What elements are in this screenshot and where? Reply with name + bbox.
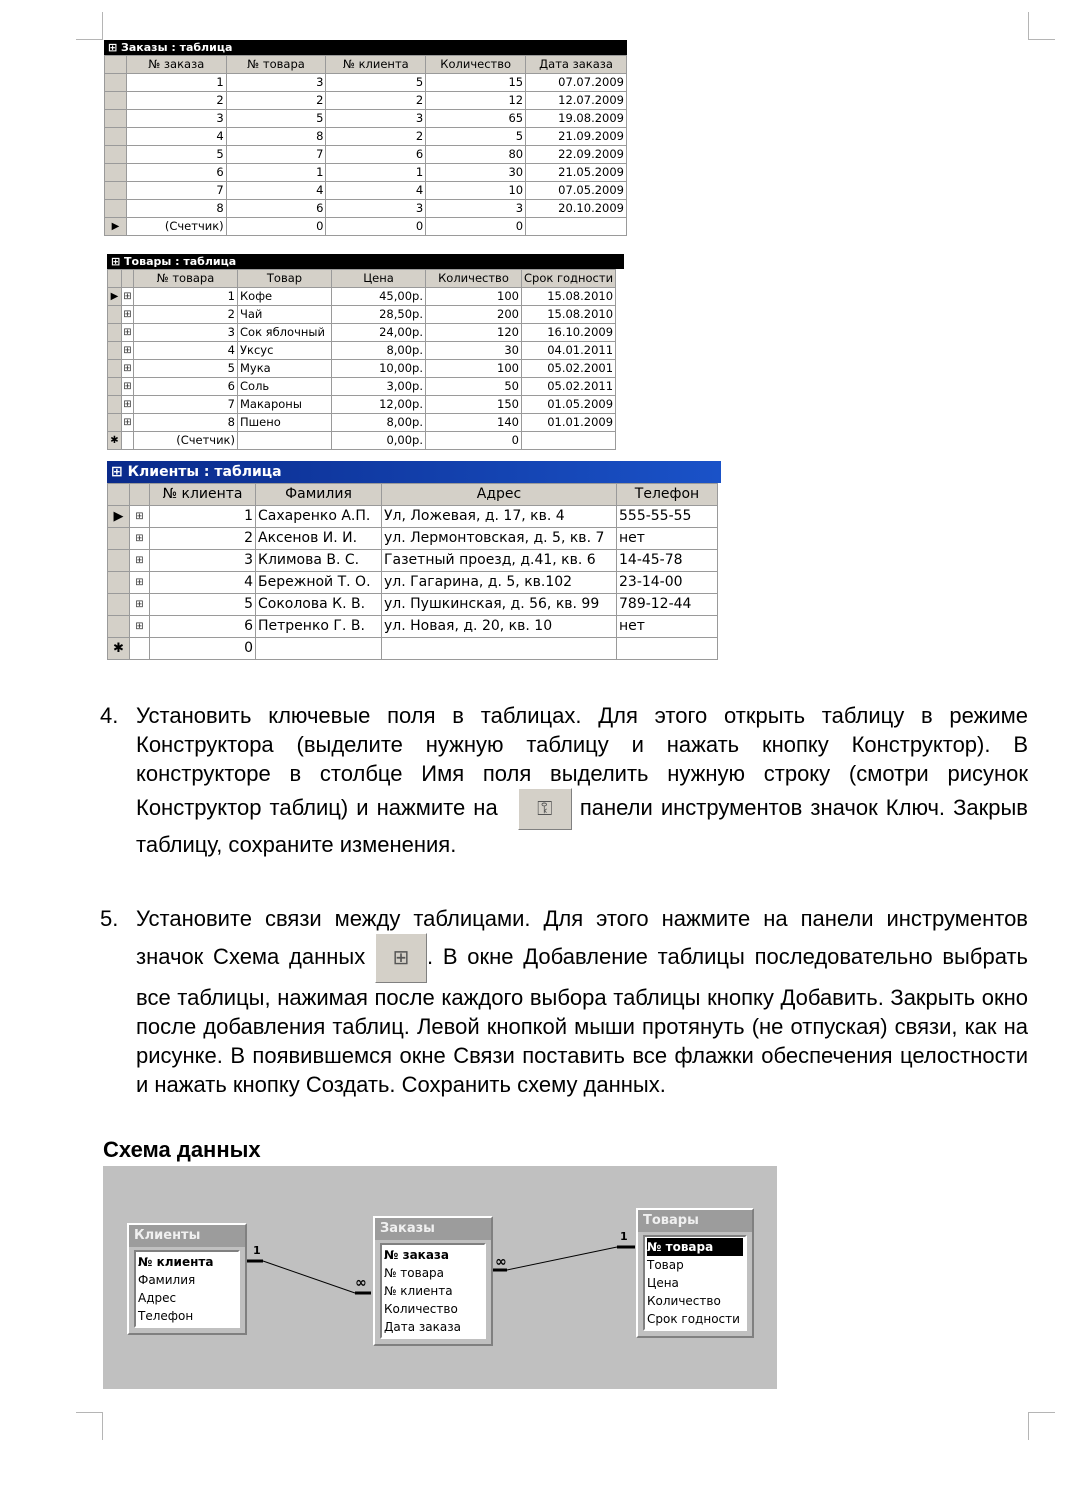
- table-cell[interactable]: 04.01.2011: [522, 342, 616, 360]
- table-cell[interactable]: 5: [126, 146, 226, 164]
- row-selector[interactable]: [105, 164, 127, 182]
- row-selector[interactable]: [108, 396, 122, 414]
- table-cell[interactable]: 23-14-00: [617, 572, 718, 594]
- corner-cell: [108, 484, 130, 506]
- table-cell[interactable]: 4: [226, 182, 326, 200]
- table-cell[interactable]: 0: [426, 218, 526, 236]
- schema-table-orders[interactable]: [373, 1216, 493, 1346]
- table-cell[interactable]: Уксус: [238, 342, 332, 360]
- table-cell[interactable]: 12: [426, 92, 526, 110]
- table-cell[interactable]: 10,00р.: [332, 360, 426, 378]
- column-header[interactable]: № товара: [134, 270, 238, 288]
- row-selector[interactable]: [108, 324, 122, 342]
- expand-icon[interactable]: ⊞: [122, 324, 134, 342]
- corner-mark: [1028, 1412, 1055, 1413]
- table-cell[interactable]: Климова В. С.: [256, 550, 382, 572]
- expand-cell: [130, 638, 150, 660]
- table-cell[interactable]: 555-55-55: [617, 506, 718, 528]
- step-5-text-b: . В окне Добавление таблицы последовательно выбрать все таблицы, нажимая после каждого выбора таблицы кнопку Добавить. Закрыть окно после добавления таблиц. Левой кнопкой мыши протянуть (не отпуская) связи, как на рисунке. В появившемся окне Связи поставить все флажки обеспечения целостности и нажать кнопку Создать. Сохранить схему данных.: [136, 943, 1028, 1097]
- table-cell[interactable]: Сахаренко А.П.: [256, 506, 382, 528]
- table-cell[interactable]: 22.09.2009: [526, 146, 627, 164]
- table-cell[interactable]: Бережной Т. О.: [256, 572, 382, 594]
- table-cell[interactable]: Кофе: [238, 288, 332, 306]
- table-cell[interactable]: Чай: [238, 306, 332, 324]
- table-row[interactable]: [105, 200, 627, 218]
- table-cell[interactable]: 0: [226, 218, 326, 236]
- table-cell[interactable]: 16.10.2009: [522, 324, 616, 342]
- table-row[interactable]: [108, 528, 718, 550]
- table-cell[interactable]: Мука: [238, 360, 332, 378]
- row-selector[interactable]: [105, 92, 127, 110]
- corner-mark: [1028, 39, 1055, 40]
- table-cell[interactable]: 3: [150, 550, 256, 572]
- table-row[interactable]: [108, 414, 616, 432]
- orders-window-title[interactable]: ⊞ Заказы : таблица: [104, 40, 627, 55]
- table-cell[interactable]: 8: [134, 414, 238, 432]
- schema-products-fields: [643, 1235, 747, 1331]
- column-header[interactable]: Телефон: [617, 484, 718, 506]
- column-header[interactable]: № клиента: [150, 484, 256, 506]
- table-cell[interactable]: Аксенов И. И.: [256, 528, 382, 550]
- schema-field[interactable]: № товара: [384, 1266, 445, 1280]
- table-cell[interactable]: 3: [134, 324, 238, 342]
- expand-icon[interactable]: ⊞: [130, 572, 150, 594]
- table-cell[interactable]: 3: [226, 74, 326, 92]
- relationships-icon: ⊞: [375, 933, 427, 983]
- expand-icon[interactable]: ⊞: [130, 594, 150, 616]
- table-cell[interactable]: 3,00р.: [332, 378, 426, 396]
- new-record-row[interactable]: [108, 432, 616, 450]
- table-row[interactable]: [108, 378, 616, 396]
- column-header[interactable]: № заказа: [126, 56, 226, 74]
- table-row[interactable]: [108, 572, 718, 594]
- table-cell[interactable]: 6: [150, 616, 256, 638]
- table-cell[interactable]: [522, 432, 616, 450]
- new-record-marker[interactable]: ✱: [108, 638, 130, 660]
- row-selector[interactable]: [108, 594, 130, 616]
- column-header[interactable]: Количество: [426, 56, 526, 74]
- row-selector[interactable]: [108, 616, 130, 638]
- table-cell[interactable]: 1: [126, 74, 226, 92]
- step-4-number: 4.: [100, 703, 119, 728]
- schema-field[interactable]: Дата заказа: [384, 1320, 461, 1334]
- table-cell[interactable]: 4: [126, 128, 226, 146]
- row-selector[interactable]: [108, 572, 130, 594]
- row-selector[interactable]: [108, 342, 122, 360]
- table-cell[interactable]: 0: [150, 638, 256, 660]
- table-cell[interactable]: 21.09.2009: [526, 128, 627, 146]
- table-cell[interactable]: 1: [134, 288, 238, 306]
- table-cell[interactable]: 4: [150, 572, 256, 594]
- row-selector[interactable]: [108, 528, 130, 550]
- expand-icon[interactable]: ⊞: [122, 360, 134, 378]
- table-row[interactable]: [105, 74, 627, 92]
- row-selector[interactable]: [105, 74, 127, 92]
- schema-field[interactable]: Товар: [647, 1258, 684, 1272]
- table-cell[interactable]: 140: [426, 414, 522, 432]
- schema-table-products[interactable]: [636, 1208, 754, 1338]
- table-cell[interactable]: 789-12-44: [617, 594, 718, 616]
- row-selector[interactable]: [108, 306, 122, 324]
- table-cell[interactable]: 4: [134, 342, 238, 360]
- table-cell[interactable]: 3: [426, 200, 526, 218]
- table-cell[interactable]: ул. Пушкинская, д. 56, кв. 99: [382, 594, 617, 616]
- table-cell[interactable]: 7: [126, 182, 226, 200]
- row-selector[interactable]: [105, 110, 127, 128]
- table-cell[interactable]: 15.08.2010: [522, 288, 616, 306]
- corner-mark: [1028, 12, 1029, 40]
- orders-datasheet: [104, 55, 627, 236]
- table-cell[interactable]: 6: [134, 378, 238, 396]
- row-selector[interactable]: ▶: [108, 288, 122, 306]
- table-row[interactable]: [105, 182, 627, 200]
- table-row[interactable]: [105, 110, 627, 128]
- row-selector[interactable]: [105, 128, 127, 146]
- orders-table-window[interactable]: [104, 40, 627, 236]
- corner-mark: [1028, 1412, 1029, 1440]
- table-cell[interactable]: 6: [226, 200, 326, 218]
- table-cell[interactable]: 0: [426, 432, 522, 450]
- table-cell[interactable]: 120: [426, 324, 522, 342]
- table-cell[interactable]: 20.10.2009: [526, 200, 627, 218]
- table-cell[interactable]: 30: [426, 342, 522, 360]
- table-cell[interactable]: 07.05.2009: [526, 182, 627, 200]
- table-cell[interactable]: (Счетчик): [126, 218, 226, 236]
- table-cell[interactable]: 7: [226, 146, 326, 164]
- table-cell[interactable]: 5: [226, 110, 326, 128]
- relation-many-label: ∞: [495, 1254, 507, 1270]
- table-cell[interactable]: 5: [134, 360, 238, 378]
- expand-cell: [122, 432, 134, 450]
- schema-clients-fields: [134, 1250, 240, 1328]
- schema-heading: Схема данных: [103, 1137, 261, 1162]
- table-cell[interactable]: 5: [150, 594, 256, 616]
- schema-field[interactable]: № товара: [647, 1238, 743, 1256]
- schema-orders-title[interactable]: Заказы: [375, 1218, 491, 1240]
- table-cell[interactable]: 07.07.2009: [526, 74, 627, 92]
- row-selector[interactable]: [105, 146, 127, 164]
- expand-icon[interactable]: ⊞: [122, 396, 134, 414]
- schema-field[interactable]: Телефон: [138, 1309, 194, 1323]
- column-header[interactable]: Срок годности: [522, 270, 616, 288]
- table-cell[interactable]: [256, 638, 382, 660]
- table-cell[interactable]: 12,00р.: [332, 396, 426, 414]
- table-cell[interactable]: 05.02.2001: [522, 360, 616, 378]
- table-cell[interactable]: 6: [326, 146, 426, 164]
- column-header[interactable]: Адрес: [382, 484, 617, 506]
- new-record-marker[interactable]: ▶: [105, 218, 127, 236]
- table-cell[interactable]: 100: [426, 288, 522, 306]
- clients-table-window[interactable]: [107, 461, 721, 660]
- corner-cell: [105, 56, 127, 74]
- step-4-text-a: Установить ключевые поля в таблицах. Для этого открыть таблицу в режиме Конструктора (выделите нужную таблицу и нажать кнопку Конструктор). В конструкторе в столбце Имя поля выделить нужную строку (смотри рисунок Конструктор таблиц) и нажмите на: [136, 703, 1028, 820]
- table-cell[interactable]: [238, 432, 332, 450]
- header-row: [108, 484, 718, 506]
- table-row[interactable]: [105, 92, 627, 110]
- table-cell[interactable]: 5: [326, 74, 426, 92]
- table-cell[interactable]: Ул, Ложевая, д. 17, кв. 4: [382, 506, 617, 528]
- table-cell[interactable]: 100: [426, 360, 522, 378]
- expand-icon[interactable]: ⊞: [122, 378, 134, 396]
- table-cell[interactable]: [382, 638, 617, 660]
- schema-field[interactable]: № заказа: [384, 1248, 449, 1262]
- table-cell[interactable]: 2: [226, 92, 326, 110]
- expand-icon[interactable]: ⊞: [122, 306, 134, 324]
- relation-one-label: 1: [620, 1230, 628, 1243]
- table-cell[interactable]: 2: [126, 92, 226, 110]
- table-cell[interactable]: Макароны: [238, 396, 332, 414]
- table-cell[interactable]: 15.08.2010: [522, 306, 616, 324]
- table-cell[interactable]: 8: [126, 200, 226, 218]
- header-row: [105, 56, 627, 74]
- table-row[interactable]: [108, 360, 616, 378]
- table-cell[interactable]: 10: [426, 182, 526, 200]
- expand-icon[interactable]: ⊞: [130, 550, 150, 572]
- schema-orders-fields: [380, 1243, 486, 1339]
- schema-field[interactable]: Количество: [384, 1302, 458, 1316]
- table-cell[interactable]: 2: [326, 128, 426, 146]
- table-cell[interactable]: 1: [150, 506, 256, 528]
- table-cell[interactable]: 05.02.2011: [522, 378, 616, 396]
- step-4-text-b: панели инструментов значок Ключ. Закрыв таблицу, сохраните изменения.: [136, 794, 1028, 857]
- table-cell[interactable]: [617, 638, 718, 660]
- table-cell[interactable]: 01.01.2009: [522, 414, 616, 432]
- step-5: [100, 904, 1028, 1099]
- expand-icon[interactable]: ⊞: [130, 616, 150, 638]
- table-row[interactable]: [105, 146, 627, 164]
- table-cell[interactable]: Пшено: [238, 414, 332, 432]
- table-cell[interactable]: нет: [617, 616, 718, 638]
- table-cell[interactable]: 28,50р.: [332, 306, 426, 324]
- schema-field[interactable]: № клиента: [384, 1284, 453, 1298]
- table-cell[interactable]: (Счетчик): [134, 432, 238, 450]
- table-row[interactable]: [108, 342, 616, 360]
- expand-icon[interactable]: ⊞: [130, 528, 150, 550]
- new-record-marker[interactable]: ✱: [108, 432, 122, 450]
- table-cell[interactable]: ул. Новая, д. 20, кв. 10: [382, 616, 617, 638]
- corner-cell: [108, 270, 122, 288]
- clients-window-title[interactable]: ⊞ Клиенты : таблица: [107, 461, 721, 483]
- table-cell[interactable]: 3: [326, 200, 426, 218]
- column-header[interactable]: Фамилия: [256, 484, 382, 506]
- table-cell[interactable]: 8: [226, 128, 326, 146]
- step-5-number: 5.: [100, 906, 119, 931]
- schema-field[interactable]: № клиента: [138, 1255, 214, 1269]
- schema-field[interactable]: Срок годности: [647, 1312, 740, 1326]
- column-header[interactable]: Цена: [332, 270, 426, 288]
- table-cell[interactable]: 2: [150, 528, 256, 550]
- row-selector[interactable]: [108, 378, 122, 396]
- row-selector[interactable]: [108, 414, 122, 432]
- schema-clients-title[interactable]: Клиенты: [129, 1225, 245, 1247]
- schema-field[interactable]: Цена: [647, 1276, 679, 1290]
- corner-mark: [102, 12, 103, 40]
- table-cell[interactable]: 30: [426, 164, 526, 182]
- relation-one-label: 1: [253, 1244, 261, 1257]
- table-cell[interactable]: 80: [426, 146, 526, 164]
- table-row[interactable]: [108, 306, 616, 324]
- expand-icon[interactable]: ⊞: [130, 506, 150, 528]
- schema-field[interactable]: Количество: [647, 1294, 721, 1308]
- table-cell[interactable]: 4: [326, 182, 426, 200]
- corner-mark: [76, 1412, 103, 1413]
- schema-field[interactable]: Адрес: [138, 1291, 177, 1305]
- products-title-text: Товары : таблица: [124, 255, 237, 268]
- table-cell[interactable]: 24,00р.: [332, 324, 426, 342]
- table-cell[interactable]: 3: [326, 110, 426, 128]
- table-row[interactable]: [108, 550, 718, 572]
- table-cell[interactable]: 1: [226, 164, 326, 182]
- row-selector[interactable]: [105, 182, 127, 200]
- table-cell[interactable]: 6: [126, 164, 226, 182]
- table-row[interactable]: [108, 324, 616, 342]
- table-cell[interactable]: 65: [426, 110, 526, 128]
- table-cell[interactable]: Газетный проезд, д.41, кв. 6: [382, 550, 617, 572]
- relation-many-label: ∞: [355, 1275, 367, 1291]
- column-header[interactable]: № товара: [226, 56, 326, 74]
- table-cell[interactable]: ул. Лермонтовская, д. 5, кв. 7: [382, 528, 617, 550]
- expand-icon[interactable]: ⊞: [122, 342, 134, 360]
- row-selector[interactable]: [108, 360, 122, 378]
- column-header[interactable]: Количество: [426, 270, 522, 288]
- corner-cell: [130, 484, 150, 506]
- products-table-window[interactable]: [107, 254, 624, 450]
- table-row[interactable]: [108, 288, 616, 306]
- table-cell[interactable]: Петренко Г. В.: [256, 616, 382, 638]
- schema-products-title[interactable]: Товары: [638, 1210, 752, 1232]
- column-header[interactable]: Дата заказа: [526, 56, 627, 74]
- products-window-title[interactable]: ⊞ Товары : таблица: [107, 254, 624, 269]
- corner-mark: [76, 39, 103, 40]
- table-row[interactable]: [108, 616, 718, 638]
- table-row[interactable]: [105, 164, 627, 182]
- step-4: [100, 701, 1028, 859]
- table-cell[interactable]: 2: [326, 92, 426, 110]
- table-cell[interactable]: Соль: [238, 378, 332, 396]
- key-icon: ⚿: [518, 788, 572, 830]
- table-cell[interactable]: 3: [126, 110, 226, 128]
- table-cell[interactable]: 45,00р.: [332, 288, 426, 306]
- clients-datasheet: [107, 483, 718, 660]
- table-cell[interactable]: [526, 218, 627, 236]
- row-selector[interactable]: [105, 200, 127, 218]
- corner-cell: [122, 270, 134, 288]
- table-cell[interactable]: ул. Гагарина, д. 5, кв.102: [382, 572, 617, 594]
- table-cell[interactable]: 150: [426, 396, 522, 414]
- new-record-row[interactable]: [105, 218, 627, 236]
- expand-icon[interactable]: ⊞: [122, 414, 134, 432]
- orders-title-text: Заказы : таблица: [121, 41, 233, 54]
- new-record-row[interactable]: [108, 638, 718, 660]
- table-cell[interactable]: 7: [134, 396, 238, 414]
- table-cell[interactable]: Сок яблочный: [238, 324, 332, 342]
- table-cell[interactable]: 14-45-78: [617, 550, 718, 572]
- table-row[interactable]: [108, 396, 616, 414]
- table-cell[interactable]: 2: [134, 306, 238, 324]
- table-cell[interactable]: 19.08.2009: [526, 110, 627, 128]
- table-cell[interactable]: 0,00р.: [332, 432, 426, 450]
- table-cell[interactable]: 21.05.2009: [526, 164, 627, 182]
- table-cell[interactable]: 12.07.2009: [526, 92, 627, 110]
- clients-title-text: Клиенты : таблица: [127, 464, 282, 480]
- schema-diagram: [103, 1166, 777, 1389]
- schema-table-clients[interactable]: [127, 1223, 247, 1335]
- table-row[interactable]: [105, 128, 627, 146]
- row-selector[interactable]: ▶: [108, 506, 130, 528]
- expand-icon[interactable]: ⊞: [122, 288, 134, 306]
- table-cell[interactable]: 5: [426, 128, 526, 146]
- step-5-text-a: Установите связи между таблицами. Для этого нажмите на панели инструментов значок Схема данных: [136, 906, 1028, 969]
- column-header[interactable]: Товар: [238, 270, 332, 288]
- table-cell[interactable]: Соколова К. В.: [256, 594, 382, 616]
- table-row[interactable]: [108, 594, 718, 616]
- table-cell[interactable]: 01.05.2009: [522, 396, 616, 414]
- header-row: [108, 270, 616, 288]
- table-cell[interactable]: 15: [426, 74, 526, 92]
- table-cell[interactable]: 50: [426, 378, 522, 396]
- table-cell[interactable]: 8,00р.: [332, 414, 426, 432]
- table-cell[interactable]: 200: [426, 306, 522, 324]
- column-header[interactable]: № клиента: [326, 56, 426, 74]
- schema-field[interactable]: Фамилия: [138, 1273, 196, 1287]
- row-selector[interactable]: [108, 550, 130, 572]
- table-cell[interactable]: 1: [326, 164, 426, 182]
- table-cell[interactable]: нет: [617, 528, 718, 550]
- corner-mark: [102, 1412, 103, 1440]
- products-datasheet: [107, 269, 616, 450]
- table-row[interactable]: [108, 506, 718, 528]
- table-cell[interactable]: 0: [326, 218, 426, 236]
- table-cell[interactable]: 8,00р.: [332, 342, 426, 360]
